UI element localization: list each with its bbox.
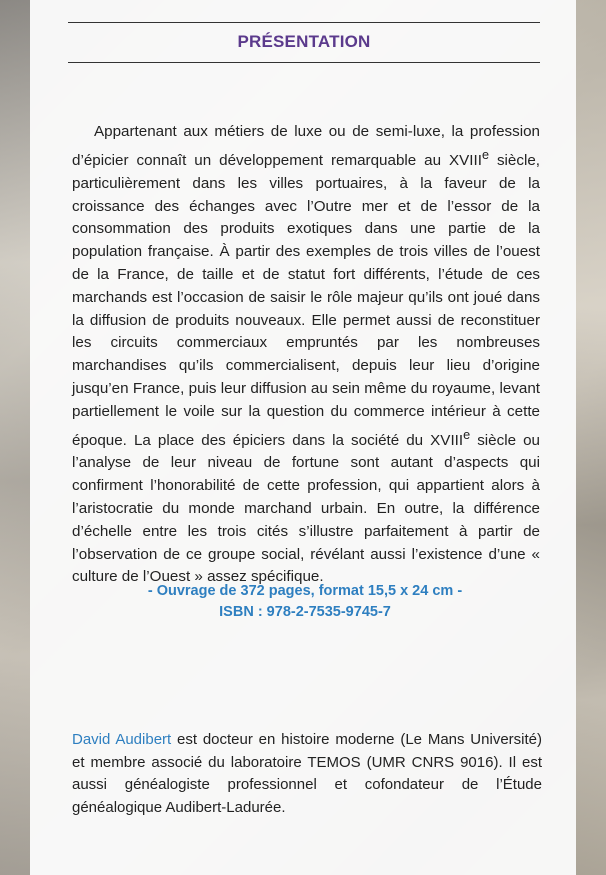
paragraph-part-1: Appartenant aux métiers de luxe ou de semi-luxe, la profession d’épicier connaît un développement remarquable au XVIII: [72, 123, 540, 170]
author-bio: [72, 729, 542, 819]
page-title: PRÉSENTATION: [237, 32, 371, 51]
paragraph-part-3: siècle ou l’analyse de leur niveau de fortune sont autant d’aspects qui confirment l’honorabilité de cette profession, qui appartient alors à l’aristocratie du monde marchand urbain. En outre, la différence d’échelle entre les trois cités s’illustre parfaitement à partir de l’observation de ce groupe social, révélant aussi l’existence d’une « culture de l’Ouest » assez spécifique.: [72, 431, 540, 586]
content-panel: [30, 0, 576, 875]
title-rule-bottom: [68, 62, 540, 63]
isbn-line: ISBN : 978-2-7535-9745-7: [219, 604, 391, 620]
background-decoration-left: [0, 0, 30, 875]
book-format-line: - Ouvrage de 372 pages, format 15,5 x 24 cm -: [147, 583, 463, 599]
background-decoration-right: [576, 0, 606, 875]
author-name: David Audibert: [72, 731, 172, 748]
author-bio-text: est docteur en histoire moderne (Le Mans Université) et membre associé du laboratoire TEMOS (UMR CNRS 9016). Il est aussi généalogiste professionnel et cofondateur de l’Étude généalogique Audibert-Ladurée.: [72, 731, 542, 816]
superscript-e-1: e: [481, 147, 489, 162]
superscript-e-2: e: [463, 427, 471, 442]
presentation-paragraph: [72, 121, 540, 589]
paragraph-part-2: siècle, particulièrement dans les villes portuaires, à la faveur de la croissance des échanges avec l’Outre mer et de l’essor de la consommation des produits exotiques dans une partie de la population française. À partir des exemples de trois villes de l’ouest de la France, de taille et de statut fort différents, l’étude de ces marchands est l’occasion de saisir le rôle majeur qu’ils ont joué dans la diffusion de produits nouveaux. Elle permet aussi de reconstituer les circuits commerciaux empruntés par les nombreuses marchandises qu’ils commercialisent, depuis leur lieu d’origine jusqu’en France, puis leur diffusion au sein même du royaume, levant partiellement le voile sur la question du commerce intérieur à cette époque. La place des épiciers dans la société du XVIII: [72, 152, 540, 449]
title-rule-top: [68, 22, 540, 23]
